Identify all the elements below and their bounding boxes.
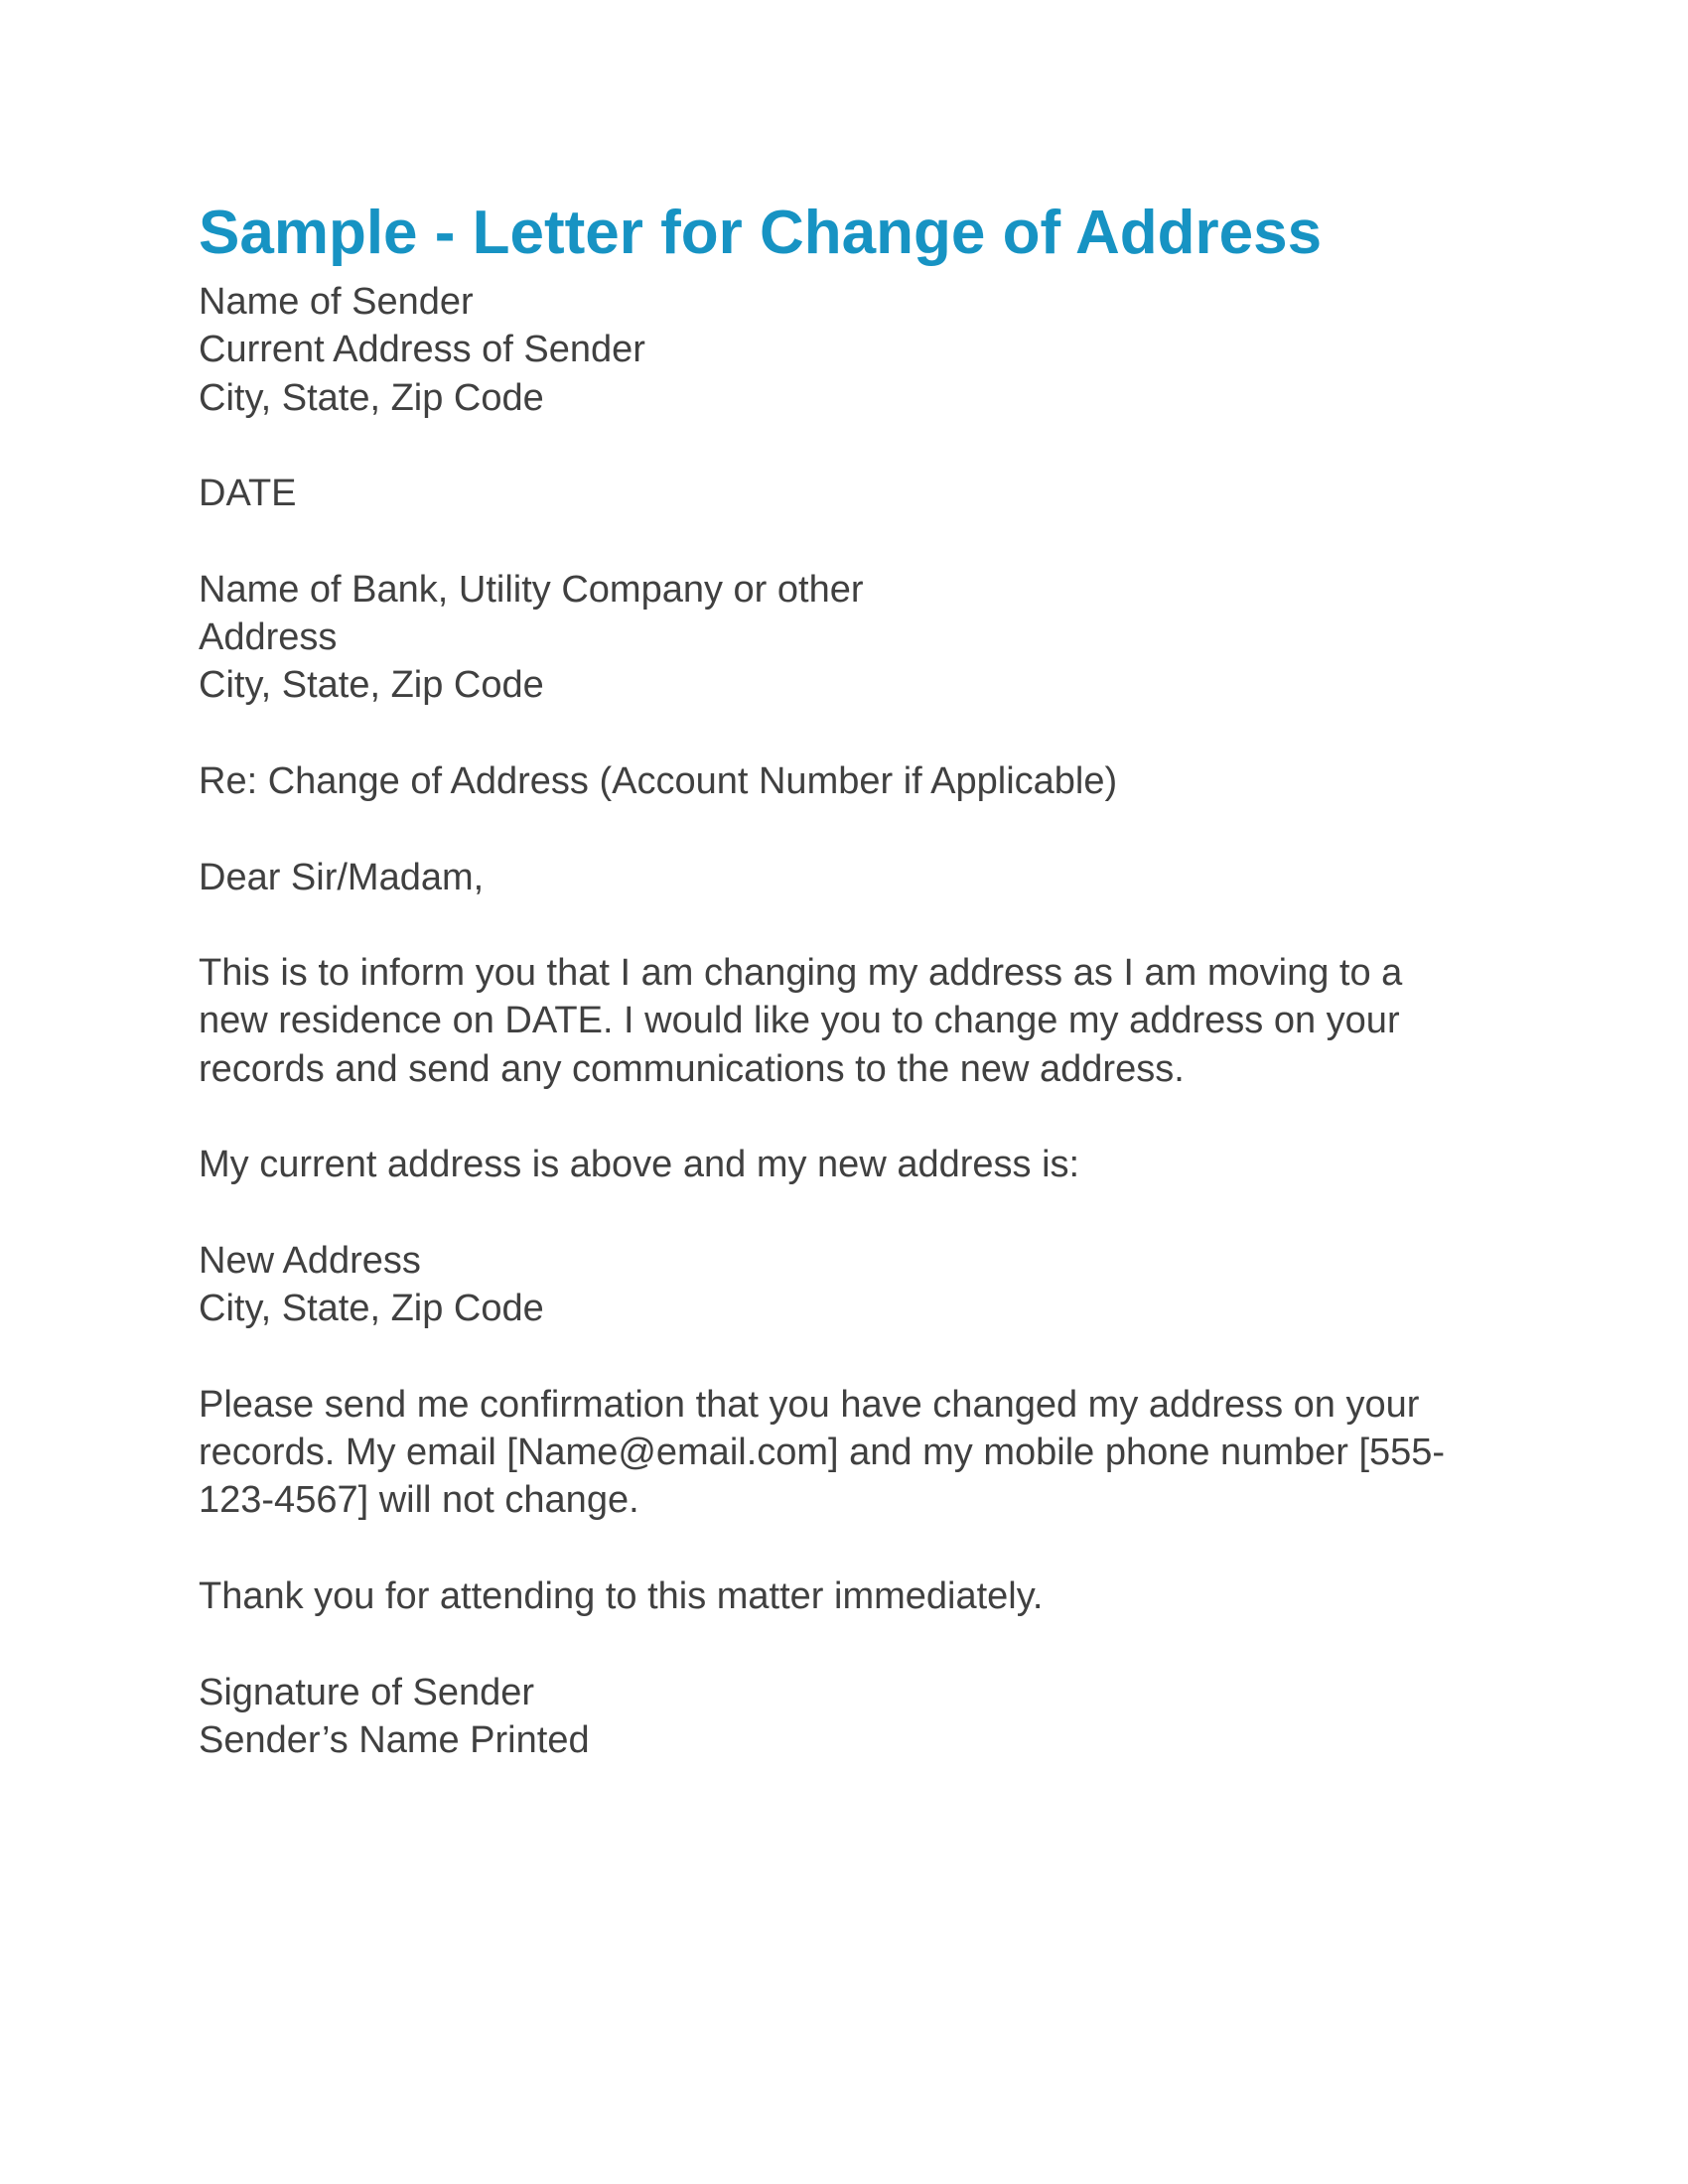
letter-title: Sample - Letter for Change of Address <box>199 199 1323 267</box>
sender-name: Name of Sender <box>199 281 474 323</box>
sender-block <box>199 278 1509 422</box>
signature-block <box>199 1669 1509 1765</box>
new-address-block <box>199 1237 1509 1333</box>
paragraph-line: Please send me confirmation that you have changed my address on your <box>199 1383 1420 1426</box>
recipient-name: Name of Bank, Utility Company or other <box>199 568 864 611</box>
new-address: New Address <box>199 1239 421 1282</box>
salutation: Dear Sir/Madam, <box>199 856 485 898</box>
closing-line: Thank you for attending to this matter immediately. <box>199 1575 1044 1618</box>
letter-page <box>199 189 1509 1764</box>
paragraph-line: records and send any communications to the new address. <box>199 1047 1185 1090</box>
paragraph-line: new residence on DATE. I would like you to change my address on your <box>199 1000 1400 1042</box>
paragraph-line: 123-4567] will not change. <box>199 1479 639 1522</box>
subject-line: Re: Change of Address (Account Number if Applicable) <box>199 759 1118 802</box>
recipient-block <box>199 566 1509 710</box>
new-address-city-state-zip: City, State, Zip Code <box>199 1288 544 1330</box>
printed-name: Sender’s Name Printed <box>199 1718 590 1761</box>
recipient-city-state-zip: City, State, Zip Code <box>199 664 544 707</box>
signature-line: Signature of Sender <box>199 1671 535 1713</box>
sender-city-state-zip: City, State, Zip Code <box>199 376 544 419</box>
paragraph-line: This is to inform you that I am changing my address as I am moving to a <box>199 952 1403 995</box>
letter-date: DATE <box>199 473 297 515</box>
recipient-address: Address <box>199 616 338 659</box>
paragraph-new-address-intro: My current address is above and my new address is: <box>199 1144 1080 1186</box>
paragraph-line: records. My email [Name@email.com] and my mobile phone number [555- <box>199 1432 1446 1474</box>
sender-address: Current Address of Sender <box>199 329 645 371</box>
paragraph-notice <box>199 949 1509 1093</box>
paragraph-confirmation <box>199 1381 1509 1525</box>
